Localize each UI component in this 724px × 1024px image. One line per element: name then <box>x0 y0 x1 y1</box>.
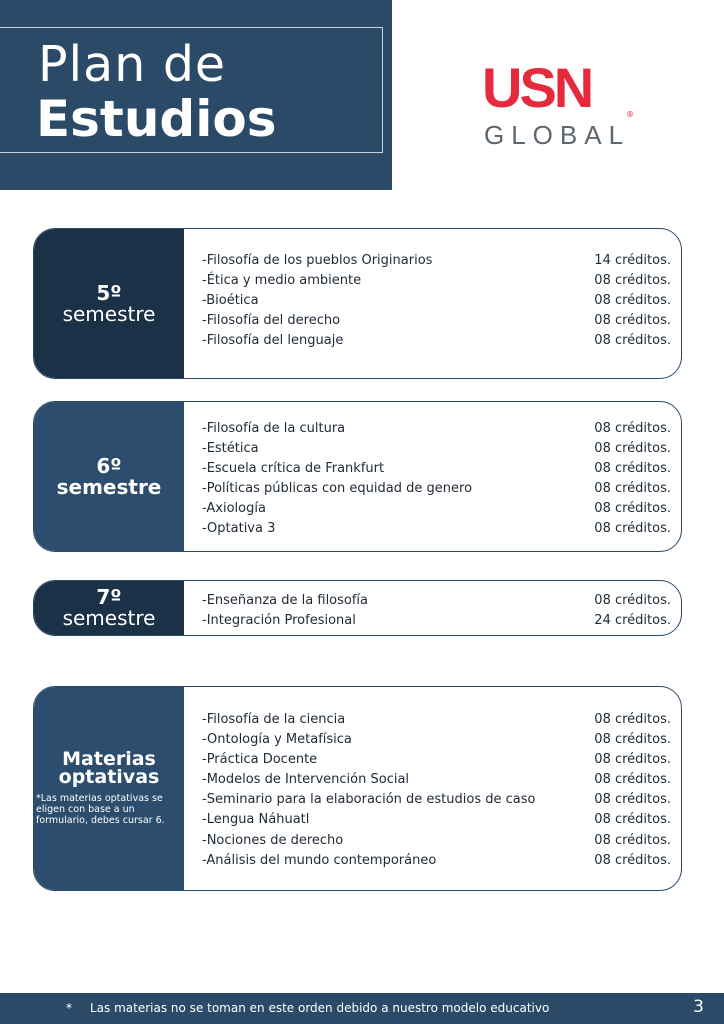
course-name: -Análisis del mundo contemporáneo <box>202 852 437 868</box>
course-row <box>202 770 671 790</box>
course-credits: 08 créditos. <box>594 481 671 497</box>
course-name: -Escuela crítica de Frankfurt <box>202 461 385 477</box>
course-credits: 08 créditos. <box>594 772 671 788</box>
logo-brand: USN <box>482 56 592 119</box>
course-credits: 08 créditos. <box>594 273 671 289</box>
optativas-block <box>33 686 682 891</box>
course-credits: 08 créditos. <box>594 521 671 537</box>
course-name: -Integración Profesional <box>202 613 356 629</box>
header-banner <box>0 0 392 190</box>
semester-7-label <box>34 581 184 635</box>
course-row <box>202 311 671 331</box>
course-row <box>202 790 671 810</box>
course-credits: 08 créditos. <box>594 461 671 477</box>
course-name: -Ontología y Metafísica <box>202 732 352 748</box>
course-list <box>202 710 671 871</box>
semester-number: 7º <box>96 585 122 609</box>
course-row <box>202 750 671 770</box>
page-number: 3 <box>693 997 704 1017</box>
course-credits: 08 créditos. <box>594 293 671 309</box>
course-name: -Filosofía del lenguaje <box>202 333 344 349</box>
course-row <box>202 291 671 311</box>
course-row <box>202 439 671 459</box>
course-name: -Axiología <box>202 501 266 517</box>
course-name: -Nociones de derecho <box>202 832 344 848</box>
course-row <box>202 831 671 851</box>
course-credits: 08 créditos. <box>594 852 671 868</box>
course-row <box>202 271 671 291</box>
optativas-note: *Las materias optativas se eligen con base a un formulario, debes cursar 6. <box>36 793 165 826</box>
course-name: -Estética <box>202 441 259 457</box>
page-title-line1: Plan de <box>38 36 227 93</box>
course-list <box>202 251 671 351</box>
course-credits: 08 créditos. <box>594 501 671 517</box>
course-name: -Filosofía de la cultura <box>202 421 346 436</box>
semester-6-label <box>34 402 184 551</box>
course-row <box>202 331 671 351</box>
course-credits: 08 créditos. <box>594 333 671 349</box>
semester-word: semestre <box>62 301 156 326</box>
course-credits: 14 créditos. <box>594 253 671 268</box>
course-name: -Seminario para la elaboración de estudios de caso <box>202 792 536 808</box>
logo-sub: GLOBAL <box>484 120 631 150</box>
optativas-title-line1: Materias <box>62 748 156 771</box>
course-row <box>202 810 671 830</box>
course-name: -Lengua Náhuatl <box>202 812 310 828</box>
semester-6-block <box>33 401 682 552</box>
course-row <box>202 479 671 499</box>
course-row <box>202 419 671 439</box>
course-credits: 08 créditos. <box>594 593 671 608</box>
semester-word: semestre <box>62 606 156 630</box>
course-row <box>202 459 671 479</box>
semester-5-label <box>34 229 184 378</box>
page-title-line2: Estudios <box>36 90 277 148</box>
course-credits: 08 créditos. <box>594 313 671 329</box>
course-name: -Ética y medio ambiente <box>202 273 362 289</box>
course-credits: 08 créditos. <box>594 712 671 727</box>
optativas-title-line2: optativas <box>58 766 160 789</box>
course-credits: 08 créditos. <box>594 832 671 848</box>
course-row <box>202 710 671 730</box>
course-name: -Políticas públicas con equidad de genero <box>202 481 473 497</box>
course-name: -Optativa 3 <box>202 521 276 537</box>
semester-number: 5º <box>96 280 122 305</box>
course-credits: 24 créditos. <box>594 613 671 629</box>
footer-asterisk: * <box>66 1001 72 1015</box>
footer-bar <box>0 993 724 1024</box>
semester-number: 6º <box>96 453 122 478</box>
course-credits: 08 créditos. <box>594 441 671 457</box>
course-row <box>202 499 671 519</box>
course-row <box>202 611 671 631</box>
course-name: -Enseñanza de la filosofía <box>202 593 369 608</box>
course-name: -Modelos de Intervención Social <box>202 772 410 788</box>
course-name: -Filosofía de los pueblos Originarios <box>202 253 433 268</box>
logo-registered-mark: ® <box>626 110 634 119</box>
course-row <box>202 519 671 539</box>
course-row <box>202 251 671 271</box>
semester-word: semestre <box>56 474 162 499</box>
semester-5-block <box>33 228 682 379</box>
semester-7-block <box>33 580 682 636</box>
course-name: -Bioética <box>202 293 259 309</box>
course-credits: 08 créditos. <box>594 732 671 748</box>
course-credits: 08 créditos. <box>594 792 671 808</box>
course-list <box>202 419 671 540</box>
course-name: -Filosofía del derecho <box>202 313 341 329</box>
course-credits: 08 créditos. <box>594 752 671 768</box>
course-name: -Práctica Docente <box>202 752 318 768</box>
course-row <box>202 730 671 750</box>
course-list <box>202 591 671 631</box>
footer-note: Las materias no se toman en este orden debido a nuestro modelo educativo <box>90 1001 550 1015</box>
course-credits: 08 créditos. <box>594 421 671 436</box>
course-row <box>202 591 671 611</box>
optativas-label <box>34 687 184 890</box>
usn-global-logo <box>480 56 634 150</box>
course-credits: 08 créditos. <box>594 812 671 828</box>
course-row <box>202 851 671 871</box>
course-name: -Filosofía de la ciencia <box>202 712 346 727</box>
